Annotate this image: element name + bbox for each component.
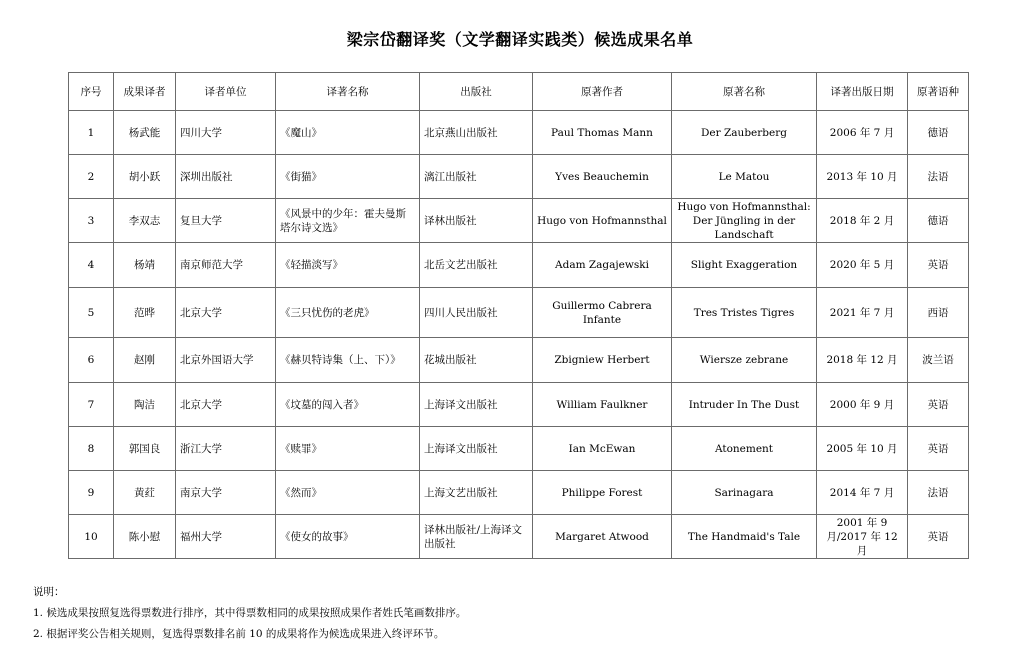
notes-heading: 说明： <box>33 586 65 598</box>
cell-publisher: 漓江出版社 <box>420 155 533 199</box>
cell-original-author: Zbigniew Herbert <box>533 338 672 383</box>
cell-index: 10 <box>69 515 114 559</box>
cell-original-title: Tres Tristes Tigres <box>672 288 817 338</box>
cell-original-language: 西语 <box>908 288 969 338</box>
cell-index: 1 <box>69 111 114 155</box>
cell-publisher: 译林出版社/上海译文出版社 <box>420 515 533 559</box>
cell-affiliation: 南京大学 <box>176 471 276 515</box>
cell-publish-date: 2020 年 5 月 <box>817 243 908 288</box>
cell-publisher: 译林出版社 <box>420 199 533 243</box>
cell-publish-date: 2014 年 7 月 <box>817 471 908 515</box>
cell-translator: 赵刚 <box>114 338 176 383</box>
cell-original-language: 波兰语 <box>908 338 969 383</box>
header-publish-date: 译著出版日期 <box>817 73 908 111</box>
cell-publisher: 上海文艺出版社 <box>420 471 533 515</box>
notes-section <box>33 582 466 645</box>
header-publisher: 出版社 <box>420 73 533 111</box>
cell-affiliation: 四川大学 <box>176 111 276 155</box>
cell-original-title: Der Zauberberg <box>672 111 817 155</box>
cell-translated-title: 《风景中的少年：霍夫曼斯塔尔诗文选》 <box>276 199 420 243</box>
cell-publisher: 北京燕山出版社 <box>420 111 533 155</box>
cell-original-author: Guillermo Cabrera Infante <box>533 288 672 338</box>
cell-translator: 胡小跃 <box>114 155 176 199</box>
cell-publisher: 四川人民出版社 <box>420 288 533 338</box>
table-row <box>69 471 969 515</box>
cell-original-author: Paul Thomas Mann <box>533 111 672 155</box>
candidate-table <box>68 72 969 559</box>
table-row <box>69 111 969 155</box>
cell-affiliation: 深圳出版社 <box>176 155 276 199</box>
cell-translated-title: 《街猫》 <box>276 155 420 199</box>
cell-publisher: 上海译文出版社 <box>420 383 533 427</box>
cell-translated-title: 《三只忧伤的老虎》 <box>276 288 420 338</box>
cell-translator: 郭国良 <box>114 427 176 471</box>
cell-original-title: Wiersze zebrane <box>672 338 817 383</box>
cell-original-author: Philippe Forest <box>533 471 672 515</box>
table-row <box>69 288 969 338</box>
table-row <box>69 383 969 427</box>
cell-index: 6 <box>69 338 114 383</box>
cell-translated-title: 《魔山》 <box>276 111 420 155</box>
cell-index: 9 <box>69 471 114 515</box>
cell-original-title: Slight Exaggeration <box>672 243 817 288</box>
cell-index: 5 <box>69 288 114 338</box>
cell-index: 3 <box>69 199 114 243</box>
cell-publish-date: 2006 年 7 月 <box>817 111 908 155</box>
table-row <box>69 515 969 559</box>
cell-translator: 杨靖 <box>114 243 176 288</box>
cell-original-language: 法语 <box>908 471 969 515</box>
cell-affiliation: 北京大学 <box>176 383 276 427</box>
table-row <box>69 243 969 288</box>
cell-original-language: 英语 <box>908 243 969 288</box>
cell-original-title: Sarinagara <box>672 471 817 515</box>
note-item: 2. 根据评奖公告相关规则，复选得票数排名前 10 的成果将作为候选成果进入终评环节。 <box>33 628 445 640</box>
header-original-author: 原著作者 <box>533 73 672 111</box>
cell-original-author: Ian McEwan <box>533 427 672 471</box>
cell-publish-date: 2018 年 2 月 <box>817 199 908 243</box>
cell-affiliation: 南京师范大学 <box>176 243 276 288</box>
header-index: 序号 <box>69 73 114 111</box>
cell-original-author: Yves Beauchemin <box>533 155 672 199</box>
table-row <box>69 199 969 243</box>
cell-original-title: The Handmaid's Tale <box>672 515 817 559</box>
header-translated-title: 译著名称 <box>276 73 420 111</box>
cell-publisher: 北岳文艺出版社 <box>420 243 533 288</box>
cell-original-author: Adam Zagajewski <box>533 243 672 288</box>
cell-original-author: Margaret Atwood <box>533 515 672 559</box>
cell-publish-date: 2005 年 10 月 <box>817 427 908 471</box>
cell-publisher: 花城出版社 <box>420 338 533 383</box>
table-row <box>69 427 969 471</box>
cell-original-title: Le Matou <box>672 155 817 199</box>
cell-original-title: Intruder In The Dust <box>672 383 817 427</box>
cell-original-author: William Faulkner <box>533 383 672 427</box>
page-title: 梁宗岱翻译奖（文学翻译实践类）候选成果名单 <box>346 30 694 49</box>
cell-index: 4 <box>69 243 114 288</box>
header-original-title: 原著名称 <box>672 73 817 111</box>
cell-original-author: Hugo von Hofmannsthal <box>533 199 672 243</box>
cell-translator: 陈小慰 <box>114 515 176 559</box>
table-header-row <box>69 73 969 111</box>
cell-translator: 黄荭 <box>114 471 176 515</box>
cell-affiliation: 北京大学 <box>176 288 276 338</box>
cell-publish-date: 2021 年 7 月 <box>817 288 908 338</box>
cell-original-language: 英语 <box>908 383 969 427</box>
cell-original-title: Atonement <box>672 427 817 471</box>
cell-index: 7 <box>69 383 114 427</box>
header-affiliation: 译者单位 <box>176 73 276 111</box>
header-original-language: 原著语种 <box>908 73 969 111</box>
cell-publish-date: 2001 年 9 月/2017 年 12 月 <box>817 515 908 559</box>
cell-translated-title: 《使女的故事》 <box>276 515 420 559</box>
cell-publish-date: 2013 年 10 月 <box>817 155 908 199</box>
cell-publish-date: 2000 年 9 月 <box>817 383 908 427</box>
cell-translator: 范晔 <box>114 288 176 338</box>
cell-original-language: 法语 <box>908 155 969 199</box>
cell-original-language: 英语 <box>908 515 969 559</box>
cell-original-title: Hugo von Hofmannsthal: Der Jüngling in der Landschaft <box>672 199 817 243</box>
cell-affiliation: 福州大学 <box>176 515 276 559</box>
cell-affiliation: 复旦大学 <box>176 199 276 243</box>
cell-translator: 杨武能 <box>114 111 176 155</box>
cell-index: 2 <box>69 155 114 199</box>
cell-translator: 陶洁 <box>114 383 176 427</box>
table-row <box>69 155 969 199</box>
cell-translated-title: 《赎罪》 <box>276 427 420 471</box>
header-translator: 成果译者 <box>114 73 176 111</box>
cell-publish-date: 2018 年 12 月 <box>817 338 908 383</box>
cell-translated-title: 《然而》 <box>276 471 420 515</box>
cell-translated-title: 《坟墓的闯入者》 <box>276 383 420 427</box>
cell-translator: 李双志 <box>114 199 176 243</box>
cell-index: 8 <box>69 427 114 471</box>
cell-translated-title: 《赫贝特诗集（上、下）》 <box>276 338 420 383</box>
cell-affiliation: 北京外国语大学 <box>176 338 276 383</box>
note-item: 1. 候选成果按照复选得票数进行排序，其中得票数相同的成果按照成果作者姓氏笔画数排序。 <box>33 607 467 619</box>
cell-original-language: 德语 <box>908 111 969 155</box>
cell-translated-title: 《轻描淡写》 <box>276 243 420 288</box>
cell-original-language: 英语 <box>908 427 969 471</box>
cell-affiliation: 浙江大学 <box>176 427 276 471</box>
cell-publisher: 上海译文出版社 <box>420 427 533 471</box>
cell-original-language: 德语 <box>908 199 969 243</box>
table-row <box>69 338 969 383</box>
